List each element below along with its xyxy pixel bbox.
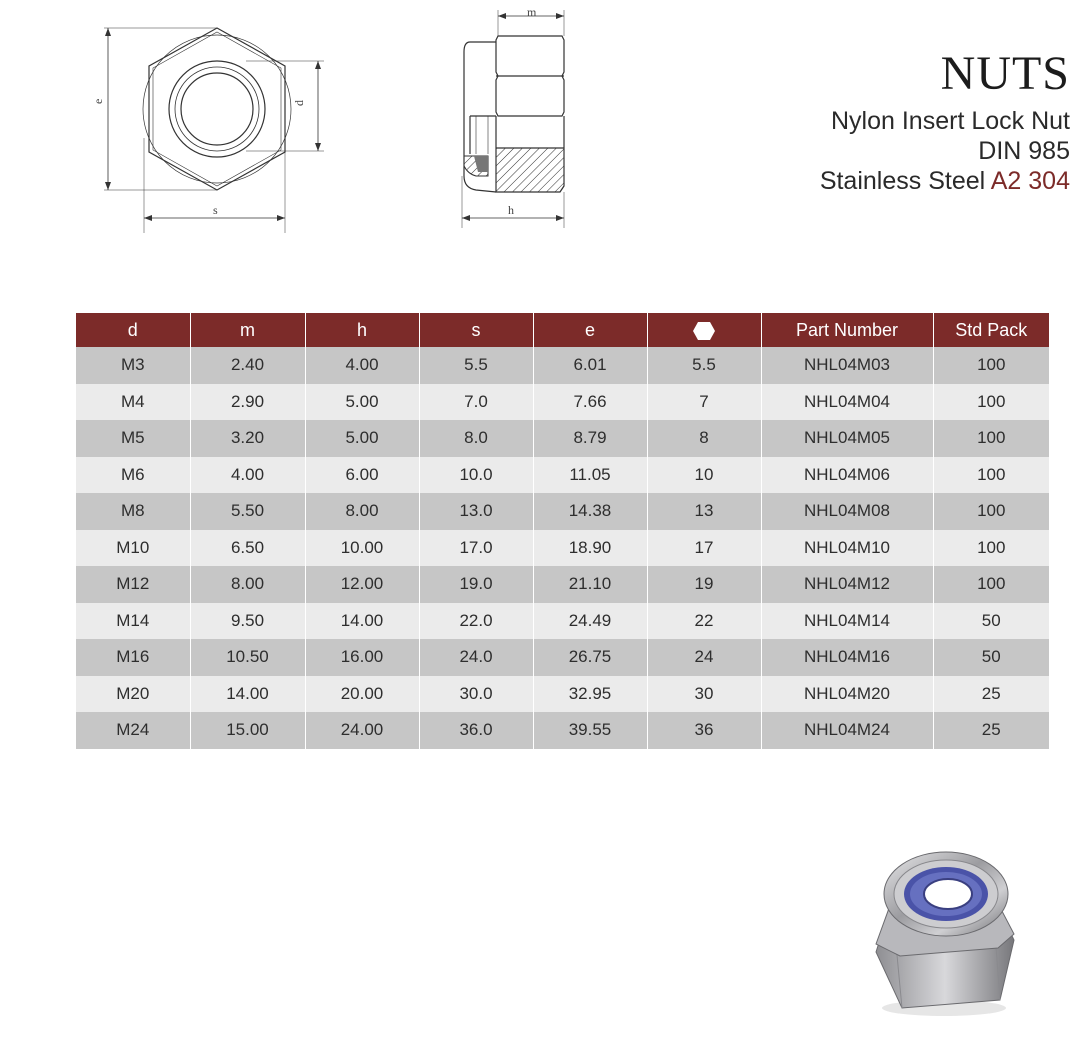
dim-label-d: d — [292, 100, 306, 106]
cell-s: 22.0 — [419, 603, 533, 640]
product-standard: DIN 985 — [978, 137, 1070, 165]
cell-s: 17.0 — [419, 530, 533, 567]
cell-e: 24.49 — [533, 603, 647, 640]
cell-h: 20.00 — [305, 676, 419, 713]
cell-s: 5.5 — [419, 347, 533, 384]
cell-h: 5.00 — [305, 384, 419, 421]
cell-std-pack: 100 — [933, 566, 1049, 603]
cell-e: 39.55 — [533, 712, 647, 749]
cell-d: M24 — [76, 712, 190, 749]
cell-s: 10.0 — [419, 457, 533, 494]
cell-e: 8.79 — [533, 420, 647, 457]
cell-s: 19.0 — [419, 566, 533, 603]
cell-hex: 8 — [647, 420, 761, 457]
material-prefix: Stainless Steel — [819, 167, 991, 195]
dim-label-e: e — [91, 98, 105, 104]
side-view-drawing — [452, 6, 582, 234]
cell-hex: 24 — [647, 639, 761, 676]
cell-s: 13.0 — [419, 493, 533, 530]
cell-part-number: NHL04M05 — [761, 420, 933, 457]
cell-hex: 19 — [647, 566, 761, 603]
cell-d: M12 — [76, 566, 190, 603]
cell-std-pack: 100 — [933, 530, 1049, 567]
page-title: NUTS — [940, 47, 1070, 100]
cell-e: 11.05 — [533, 457, 647, 494]
dim-label-s: s — [213, 203, 218, 217]
title-block — [820, 46, 1070, 196]
cell-s: 30.0 — [419, 676, 533, 713]
table-row — [76, 347, 1049, 384]
cell-m: 10.50 — [190, 639, 305, 676]
cell-h: 5.00 — [305, 420, 419, 457]
cell-d: M16 — [76, 639, 190, 676]
cell-s: 24.0 — [419, 639, 533, 676]
cell-h: 24.00 — [305, 712, 419, 749]
cell-e: 18.90 — [533, 530, 647, 567]
dim-label-m: m — [527, 5, 537, 19]
table-row — [76, 676, 1049, 713]
cell-e: 32.95 — [533, 676, 647, 713]
cell-part-number: NHL04M03 — [761, 347, 933, 384]
col-header-e: e — [533, 313, 647, 347]
cell-std-pack: 50 — [933, 603, 1049, 640]
cell-part-number: NHL04M14 — [761, 603, 933, 640]
table-row — [76, 530, 1049, 567]
cell-hex: 13 — [647, 493, 761, 530]
cell-e: 7.66 — [533, 384, 647, 421]
table-row — [76, 603, 1049, 640]
cell-hex: 10 — [647, 457, 761, 494]
cell-h: 14.00 — [305, 603, 419, 640]
cell-s: 36.0 — [419, 712, 533, 749]
cell-part-number: NHL04M10 — [761, 530, 933, 567]
table-body — [76, 347, 1049, 749]
table-row — [76, 420, 1049, 457]
product-name: Nylon Insert Lock Nut — [831, 107, 1070, 135]
col-header-d: d — [76, 313, 190, 347]
col-header-part-number: Part Number — [761, 313, 933, 347]
spec-table — [76, 313, 1049, 749]
col-header-h: h — [305, 313, 419, 347]
cell-d: M8 — [76, 493, 190, 530]
cell-std-pack: 100 — [933, 493, 1049, 530]
cell-h: 10.00 — [305, 530, 419, 567]
cell-std-pack: 100 — [933, 420, 1049, 457]
front-view-drawing — [91, 18, 336, 240]
table-header-row — [76, 313, 1049, 347]
cell-h: 6.00 — [305, 457, 419, 494]
cell-std-pack: 100 — [933, 347, 1049, 384]
cell-h: 4.00 — [305, 347, 419, 384]
col-header-std-pack: Std Pack — [933, 313, 1049, 347]
cell-hex: 5.5 — [647, 347, 761, 384]
cell-part-number: NHL04M08 — [761, 493, 933, 530]
cell-part-number: NHL04M06 — [761, 457, 933, 494]
dim-label-h: h — [508, 203, 514, 217]
cell-m: 2.90 — [190, 384, 305, 421]
cell-e: 6.01 — [533, 347, 647, 384]
material-grade: A2 304 — [990, 167, 1070, 195]
cell-e: 26.75 — [533, 639, 647, 676]
cell-d: M3 — [76, 347, 190, 384]
product-material — [820, 166, 1070, 196]
table-row — [76, 712, 1049, 749]
cell-m: 2.40 — [190, 347, 305, 384]
cell-m: 3.20 — [190, 420, 305, 457]
cell-std-pack: 100 — [933, 384, 1049, 421]
col-header-m: m — [190, 313, 305, 347]
cell-m: 6.50 — [190, 530, 305, 567]
cell-part-number: NHL04M16 — [761, 639, 933, 676]
table-row — [76, 457, 1049, 494]
table-row — [76, 384, 1049, 421]
cell-hex: 30 — [647, 676, 761, 713]
cell-h: 16.00 — [305, 639, 419, 676]
cell-part-number: NHL04M20 — [761, 676, 933, 713]
cell-m: 4.00 — [190, 457, 305, 494]
cell-e: 14.38 — [533, 493, 647, 530]
cell-h: 8.00 — [305, 493, 419, 530]
cell-d: M10 — [76, 530, 190, 567]
cell-s: 8.0 — [419, 420, 533, 457]
cell-m: 8.00 — [190, 566, 305, 603]
cell-e: 21.10 — [533, 566, 647, 603]
cell-m: 15.00 — [190, 712, 305, 749]
cell-std-pack: 25 — [933, 712, 1049, 749]
table-row — [76, 566, 1049, 603]
product-photo — [862, 832, 1022, 1022]
cell-part-number: NHL04M04 — [761, 384, 933, 421]
cell-d: M6 — [76, 457, 190, 494]
cell-d: M4 — [76, 384, 190, 421]
cell-d: M20 — [76, 676, 190, 713]
cell-hex: 17 — [647, 530, 761, 567]
cell-hex: 7 — [647, 384, 761, 421]
cell-m: 5.50 — [190, 493, 305, 530]
col-header-hex — [647, 313, 761, 347]
cell-d: M14 — [76, 603, 190, 640]
table-row — [76, 639, 1049, 676]
cell-hex: 22 — [647, 603, 761, 640]
cell-std-pack: 100 — [933, 457, 1049, 494]
cell-m: 14.00 — [190, 676, 305, 713]
cell-m: 9.50 — [190, 603, 305, 640]
cell-s: 7.0 — [419, 384, 533, 421]
cell-std-pack: 50 — [933, 639, 1049, 676]
cell-std-pack: 25 — [933, 676, 1049, 713]
cell-hex: 36 — [647, 712, 761, 749]
cell-part-number: NHL04M12 — [761, 566, 933, 603]
cell-part-number: NHL04M24 — [761, 712, 933, 749]
cell-d: M5 — [76, 420, 190, 457]
hex-head-icon — [692, 321, 716, 341]
col-header-s: s — [419, 313, 533, 347]
table-row — [76, 493, 1049, 530]
cell-h: 12.00 — [305, 566, 419, 603]
